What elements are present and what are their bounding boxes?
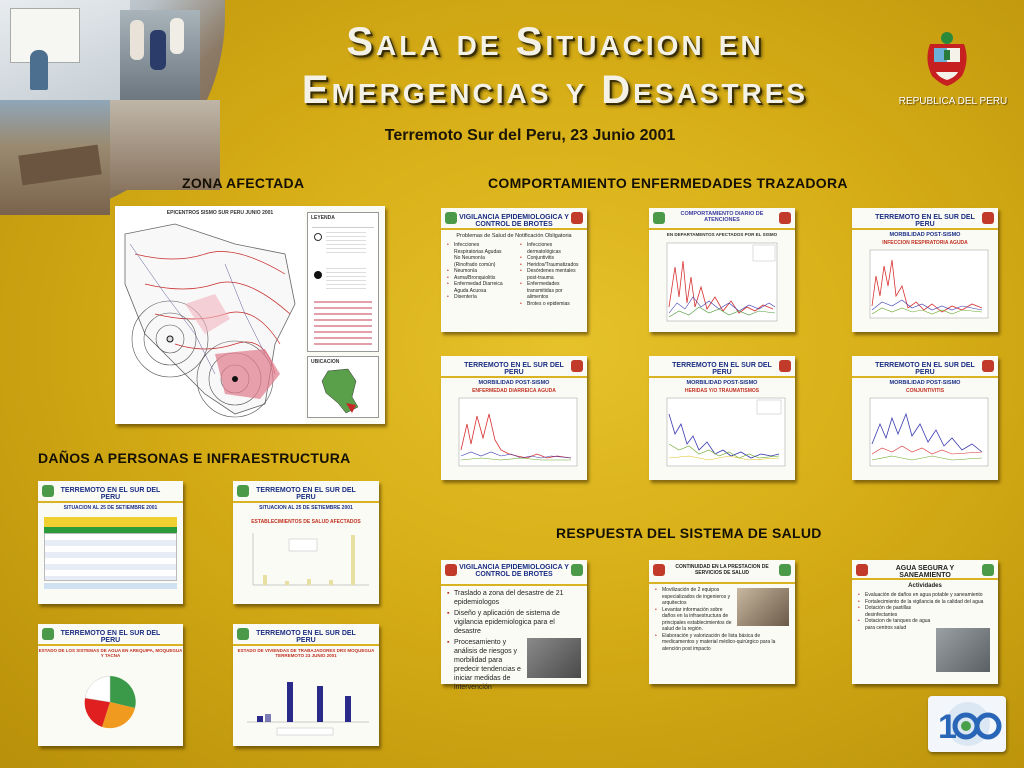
- card-respuesta-agua[interactable]: [852, 560, 998, 684]
- card-header: TERREMOTO EN EL SUR DEL PERU: [441, 356, 587, 378]
- card-respuesta-vigilancia[interactable]: [441, 560, 587, 691]
- card-header: VIGILANCIA EPIDEMIOLOGICA Y CONTROL DE BROTES: [441, 560, 587, 586]
- card-situacion-tabla[interactable]: [38, 481, 183, 604]
- bar-chart-establecimientos: [233, 525, 379, 595]
- list-item: • Elaboración y valorización de lista básica de medicamentos y material médico-quirúrgico para la atención post impacto: [655, 633, 789, 653]
- card-header: TERREMOTO EN EL SUR DEL PERU: [38, 481, 183, 503]
- photo-equipos: [737, 588, 789, 626]
- line-chart-eda: [441, 394, 587, 474]
- list-item: • Infecciones Respiratorias Agudas No Neumonía (Rinofrado común): [447, 242, 508, 268]
- card-atenciones[interactable]: [649, 208, 795, 332]
- section-danos: DAÑOS A PERSONAS E INFRAESTRUCTURA: [38, 450, 351, 466]
- list-item: • Fortalecimiento de la vigilancia de la calidad del agua: [858, 599, 992, 606]
- card-subtitle: ESTADO DE VIVIENDAS DE TRABAJADORES DRS MOQUEGUA TERREMOTO 23 JUNIO 2001: [237, 648, 375, 658]
- respuesta-agua-list: [858, 592, 992, 631]
- list-item: ▪ Traslado a zona del desastre de 21 epidemiologos: [447, 589, 581, 607]
- card-vigilancia-brotes[interactable]: [441, 208, 587, 332]
- card-respuesta-continuidad[interactable]: [649, 560, 795, 684]
- card-trabajadores[interactable]: [233, 624, 379, 746]
- card-establecimientos[interactable]: [233, 481, 379, 604]
- list-item: • Evaluación de daños en agua potable y saneamiento: [858, 592, 992, 599]
- card-subtitle: ESTADO DE LOS SISTEMAS DE AGUA EN AREQUIPA, MOQUEGUA Y TACNA: [38, 648, 183, 658]
- section-zona-afectada: ZONA AFECTADA: [182, 175, 305, 191]
- pie-chart-agua: [38, 658, 183, 744]
- card-band: MORBILIDAD POST-SISMO: [889, 380, 961, 386]
- list-item: ▪ Diseño y aplicación de sistema de vigilancia epidemiologica para el desastre: [447, 609, 581, 636]
- republic-label: REPUBLICA DEL PERU: [898, 96, 1008, 107]
- card-subtitle: Problemas de Salud de Notificación Obligatoria: [456, 233, 572, 239]
- list-right: [520, 242, 581, 307]
- card-subtitle: ENFERMEDAD DIARREICA AGUDA: [472, 388, 556, 394]
- bar-chart-trabajadores: [233, 658, 379, 738]
- main-title: [225, 18, 885, 114]
- card-header: CONTINUIDAD EN LA PRESTACION DE SERVICIOS DE SALUD: [649, 560, 795, 584]
- card-eda[interactable]: [441, 356, 587, 480]
- list-item: • Enfermedad Diarreica Aguda Acuosa: [447, 281, 508, 294]
- list-item: • Dotacion de tanques de agua para centros salud: [858, 618, 932, 631]
- card-header: TERREMOTO EN EL SUR DEL PERU: [649, 356, 795, 378]
- card-ira[interactable]: [852, 208, 998, 332]
- card-subtitle: INFECCION RESPIRATORIA AGUDA: [882, 240, 968, 246]
- legend-title: LEYENDA: [311, 215, 335, 221]
- card-header: COMPORTAMIENTO DIARIO DE ATENCIONES: [649, 208, 795, 230]
- photo-tanques: [936, 628, 990, 672]
- line-chart-atenciones: [649, 237, 795, 329]
- line-chart-conjuntivitis: [852, 394, 998, 474]
- title-line-1: Sala de Situacion en: [346, 20, 764, 64]
- list-item: • Conjuntivitis: [520, 255, 581, 262]
- list-item: • Asma/Bronquiolitis: [447, 275, 508, 282]
- anniversary-100-logo-icon: [928, 696, 1006, 752]
- list-item: • Desórdenes mentales post-trauma: [520, 268, 581, 281]
- list-item: • Dotación de pastillas desinfectantes: [858, 605, 932, 618]
- ubicacion-label: UBICACION: [311, 359, 340, 365]
- list-item: • Brotes o epidemias: [520, 301, 581, 308]
- card-header: TERREMOTO EN EL SUR DEL PERU: [852, 208, 998, 230]
- line-chart-ira: [852, 246, 998, 326]
- card-heridas[interactable]: [649, 356, 795, 480]
- card-header: TERREMOTO EN EL SUR DEL PERU: [852, 356, 998, 378]
- list-item: • Enfermedades transmitidas por alimentos: [520, 281, 581, 301]
- card-subtitle: HERIDAS Y/O TRAUMATISMOS: [684, 388, 760, 394]
- card-header: TERREMOTO EN EL SUR DEL PERU: [233, 481, 379, 503]
- section-respuesta: RESPUESTA DEL SISTEMA DE SALUD: [556, 525, 822, 541]
- list-item: • Levantar información sobre daños en la infraestructura de principales establecimientos de salud de la región.: [655, 607, 733, 633]
- map-title: EPICENTROS SISMO SUR PERU JUNIO 2001: [166, 210, 274, 216]
- list-item: • Infecciones dermatológicas: [520, 242, 581, 255]
- list-item: • Neumonía: [447, 268, 508, 275]
- map-card[interactable]: [115, 206, 385, 424]
- list-left: [447, 242, 508, 307]
- card-conjuntivitis[interactable]: [852, 356, 998, 480]
- line-chart-heridas: [649, 394, 795, 474]
- list-item: • Heridos/Traumatizados: [520, 262, 581, 269]
- photo-epidemiologos: [527, 638, 581, 678]
- section-comportamiento: COMPORTAMIENTO ENFERMEDADES TRAZADORA: [488, 175, 848, 191]
- list-item: • Disentería: [447, 294, 508, 301]
- svg-text:1: 1: [938, 708, 957, 746]
- card-subtitle: SITUACION AL 25 DE SETIEMBRE 2001: [63, 505, 158, 511]
- card-subtitle: Actividades: [908, 583, 942, 589]
- subtitle: Terremoto Sur del Peru, 23 Junio 2001: [384, 127, 676, 144]
- peru-coat-of-arms-icon: [922, 30, 972, 88]
- card-header: VIGILANCIA EPIDEMIOLOGICA Y CONTROL DE BROTES: [441, 208, 587, 230]
- chart-title: ESTABLECIMIENTOS DE SALUD AFECTADOS: [251, 519, 361, 525]
- card-header: TERREMOTO EN EL SUR DEL PERU: [233, 624, 379, 646]
- card-subtitle: CONJUNTIVITIS: [905, 388, 945, 394]
- title-line-2: Emergencias y Desastres: [301, 68, 809, 112]
- card-agua-pie[interactable]: [38, 624, 183, 746]
- list-item: • Movilización de 2 equipos especializados de ingenieros y arquitectos: [655, 587, 733, 607]
- card-subtitle: SITUACION AL 25 DE SETIEMBRE 2001: [259, 505, 353, 511]
- list-item: ▪ Procesamiento y análisis de riesgos y morbilidad para predecir tendencias e iniciar medidas de intervención: [447, 638, 523, 692]
- card-band: MORBILIDAD POST-SISMO: [686, 380, 758, 386]
- card-band: MORBILIDAD POST-SISMO: [889, 232, 961, 238]
- card-header: TERREMOTO EN EL SUR DEL PERU: [38, 624, 183, 646]
- card-subtitle: EN DEPARTAMENTOS AFECTADOS POR EL SISMO: [666, 232, 778, 237]
- card-band: MORBILIDAD POST-SISMO: [478, 380, 550, 386]
- card-header: AGUA SEGURA Y SANEAMIENTO: [852, 560, 998, 580]
